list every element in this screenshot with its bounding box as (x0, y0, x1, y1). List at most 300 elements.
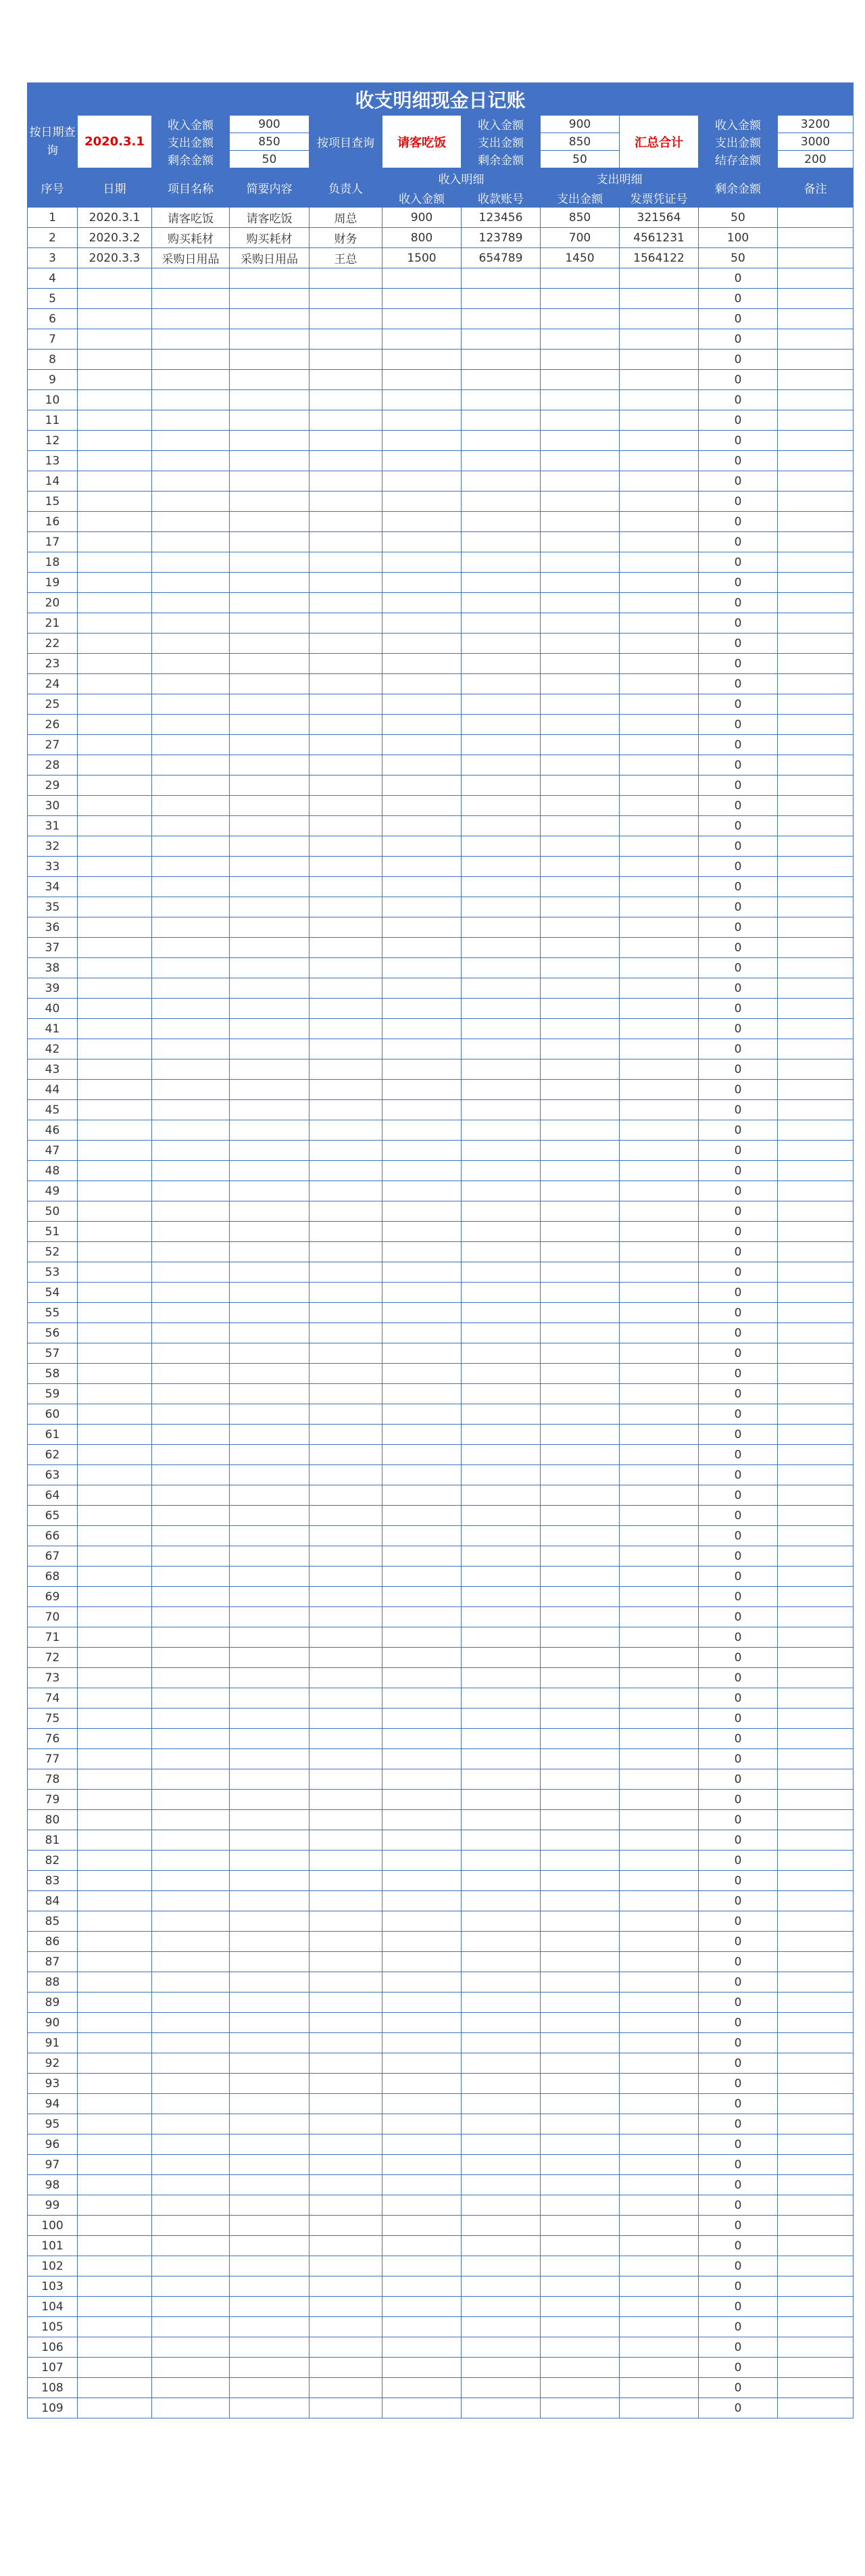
row-date[interactable] (78, 1425, 152, 1445)
row-date[interactable] (78, 836, 152, 857)
row-seq[interactable]: 24 (28, 674, 78, 694)
row-account[interactable] (462, 1384, 541, 1404)
row-account[interactable] (462, 1648, 541, 1668)
row-seq[interactable]: 25 (28, 694, 78, 715)
row-date[interactable] (78, 1384, 152, 1404)
row-item[interactable] (152, 857, 230, 877)
row-date[interactable] (78, 1485, 152, 1506)
row-invoice[interactable] (620, 1343, 699, 1364)
row-summary[interactable] (230, 1871, 310, 1891)
row-item[interactable] (152, 1019, 230, 1039)
row-account[interactable] (462, 1404, 541, 1425)
row-remaining[interactable]: 0 (699, 1709, 778, 1729)
row-remaining[interactable]: 0 (699, 1627, 778, 1648)
row-note[interactable] (778, 289, 854, 309)
row-note[interactable] (778, 776, 854, 796)
row-remaining[interactable]: 0 (699, 836, 778, 857)
row-person[interactable] (310, 796, 382, 816)
row-note[interactable] (778, 2033, 854, 2053)
row-note[interactable] (778, 1019, 854, 1039)
row-person[interactable] (310, 1201, 382, 1222)
row-account[interactable] (462, 654, 541, 674)
row-summary[interactable] (230, 2053, 310, 2074)
row-summary[interactable] (230, 1567, 310, 1587)
row-person[interactable] (310, 1059, 382, 1080)
row-item[interactable] (152, 735, 230, 755)
row-person[interactable] (310, 1688, 382, 1709)
row-expense[interactable] (541, 1465, 620, 1485)
row-invoice[interactable]: 4561231 (620, 228, 699, 248)
row-seq[interactable]: 56 (28, 1323, 78, 1343)
row-summary[interactable] (230, 2398, 310, 2418)
row-note[interactable] (778, 1688, 854, 1709)
row-date[interactable] (78, 1506, 152, 1526)
row-expense[interactable] (541, 836, 620, 857)
row-person[interactable] (310, 1445, 382, 1465)
row-invoice[interactable] (620, 613, 699, 634)
row-summary[interactable] (230, 1404, 310, 1425)
row-invoice[interactable] (620, 1404, 699, 1425)
row-note[interactable] (778, 1485, 854, 1506)
row-note[interactable] (778, 1506, 854, 1526)
row-invoice[interactable] (620, 451, 699, 471)
row-seq[interactable]: 84 (28, 1891, 78, 1911)
row-date[interactable]: 2020.3.2 (78, 228, 152, 248)
row-person[interactable] (310, 1343, 382, 1364)
row-remaining[interactable]: 0 (699, 471, 778, 492)
row-person[interactable] (310, 1364, 382, 1384)
row-note[interactable] (778, 1323, 854, 1343)
row-seq[interactable]: 103 (28, 2276, 78, 2297)
row-seq[interactable]: 17 (28, 532, 78, 552)
row-invoice[interactable] (620, 2134, 699, 2155)
row-summary[interactable]: 购买耗材 (230, 228, 310, 248)
row-item[interactable] (152, 1932, 230, 1952)
row-account[interactable] (462, 857, 541, 877)
row-item[interactable] (152, 694, 230, 715)
row-income[interactable] (382, 613, 462, 634)
row-summary[interactable] (230, 1039, 310, 1059)
row-date[interactable] (78, 329, 152, 350)
row-remaining[interactable]: 0 (699, 492, 778, 512)
row-income[interactable] (382, 1323, 462, 1343)
row-summary[interactable] (230, 410, 310, 431)
row-invoice[interactable] (620, 1871, 699, 1891)
row-date[interactable] (78, 1607, 152, 1627)
row-date[interactable] (78, 268, 152, 289)
row-date[interactable] (78, 2236, 152, 2256)
row-person[interactable] (310, 1749, 382, 1769)
row-income[interactable] (382, 1425, 462, 1445)
row-summary[interactable] (230, 2276, 310, 2297)
row-summary[interactable] (230, 2175, 310, 2195)
row-remaining[interactable]: 0 (699, 1100, 778, 1120)
row-invoice[interactable] (620, 1952, 699, 1972)
row-expense[interactable] (541, 1485, 620, 1506)
row-item[interactable] (152, 1790, 230, 1810)
row-invoice[interactable] (620, 978, 699, 999)
row-item[interactable] (152, 2134, 230, 2155)
row-remaining[interactable]: 0 (699, 978, 778, 999)
row-date[interactable] (78, 1303, 152, 1323)
row-remaining[interactable]: 0 (699, 1161, 778, 1181)
row-remaining[interactable]: 0 (699, 1120, 778, 1141)
row-seq[interactable]: 22 (28, 634, 78, 654)
row-person[interactable] (310, 755, 382, 776)
row-expense[interactable] (541, 350, 620, 370)
row-person[interactable] (310, 2216, 382, 2236)
row-summary[interactable] (230, 1668, 310, 1688)
row-income[interactable] (382, 1059, 462, 1080)
row-remaining[interactable]: 0 (699, 1465, 778, 1485)
row-summary[interactable] (230, 2297, 310, 2317)
row-expense[interactable] (541, 410, 620, 431)
row-date[interactable] (78, 2337, 152, 2358)
row-note[interactable] (778, 1993, 854, 2013)
row-note[interactable] (778, 796, 854, 816)
row-note[interactable] (778, 1668, 854, 1688)
row-seq[interactable]: 78 (28, 1769, 78, 1790)
row-invoice[interactable] (620, 1019, 699, 1039)
row-invoice[interactable] (620, 289, 699, 309)
row-seq[interactable]: 46 (28, 1120, 78, 1141)
row-expense[interactable] (541, 1790, 620, 1810)
row-expense[interactable] (541, 552, 620, 573)
row-summary[interactable] (230, 2337, 310, 2358)
row-seq[interactable]: 83 (28, 1871, 78, 1891)
row-account[interactable] (462, 938, 541, 958)
row-item[interactable] (152, 1384, 230, 1404)
row-item[interactable] (152, 776, 230, 796)
row-person[interactable] (310, 1526, 382, 1546)
row-remaining[interactable]: 0 (699, 1039, 778, 1059)
row-note[interactable] (778, 1161, 854, 1181)
row-item[interactable] (152, 471, 230, 492)
row-income[interactable] (382, 2276, 462, 2297)
row-invoice[interactable] (620, 1201, 699, 1222)
row-summary[interactable] (230, 1019, 310, 1039)
row-seq[interactable]: 30 (28, 796, 78, 816)
row-account[interactable] (462, 2155, 541, 2175)
row-remaining[interactable]: 0 (699, 1993, 778, 2013)
row-date[interactable] (78, 978, 152, 999)
row-note[interactable] (778, 2337, 854, 2358)
row-date[interactable] (78, 613, 152, 634)
row-summary[interactable] (230, 1222, 310, 1242)
row-item[interactable] (152, 978, 230, 999)
row-income[interactable] (382, 1810, 462, 1830)
row-note[interactable] (778, 1607, 854, 1627)
row-invoice[interactable] (620, 2216, 699, 2236)
row-remaining[interactable]: 0 (699, 2134, 778, 2155)
row-invoice[interactable] (620, 2033, 699, 2053)
row-date[interactable] (78, 593, 152, 613)
row-note[interactable] (778, 593, 854, 613)
row-invoice[interactable] (620, 1607, 699, 1627)
row-summary[interactable] (230, 1506, 310, 1526)
row-account[interactable] (462, 1546, 541, 1567)
row-person[interactable] (310, 390, 382, 410)
row-seq[interactable]: 54 (28, 1283, 78, 1303)
row-item[interactable] (152, 532, 230, 552)
row-income[interactable] (382, 289, 462, 309)
row-expense[interactable] (541, 1871, 620, 1891)
row-item[interactable] (152, 268, 230, 289)
row-remaining[interactable]: 0 (699, 897, 778, 917)
row-summary[interactable] (230, 1830, 310, 1851)
row-date[interactable] (78, 471, 152, 492)
row-invoice[interactable] (620, 1830, 699, 1851)
row-seq[interactable]: 12 (28, 431, 78, 451)
row-date[interactable] (78, 2378, 152, 2398)
row-income[interactable] (382, 2094, 462, 2114)
row-expense[interactable] (541, 1932, 620, 1952)
row-seq[interactable]: 3 (28, 248, 78, 268)
row-seq[interactable]: 35 (28, 897, 78, 917)
row-income[interactable] (382, 715, 462, 735)
row-income[interactable] (382, 1709, 462, 1729)
row-remaining[interactable]: 0 (699, 289, 778, 309)
row-income[interactable] (382, 1465, 462, 1485)
row-account[interactable] (462, 1120, 541, 1141)
row-account[interactable] (462, 2378, 541, 2398)
row-income[interactable] (382, 1790, 462, 1810)
row-expense[interactable] (541, 1100, 620, 1120)
row-note[interactable] (778, 1709, 854, 1729)
row-remaining[interactable]: 0 (699, 1851, 778, 1871)
row-seq[interactable]: 27 (28, 735, 78, 755)
row-note[interactable] (778, 309, 854, 329)
row-invoice[interactable] (620, 1445, 699, 1465)
row-summary[interactable] (230, 1911, 310, 1932)
row-income[interactable] (382, 1019, 462, 1039)
row-account[interactable] (462, 1506, 541, 1526)
row-note[interactable] (778, 1465, 854, 1485)
row-date[interactable] (78, 897, 152, 917)
row-date[interactable] (78, 816, 152, 836)
row-income[interactable] (382, 2195, 462, 2216)
row-seq[interactable]: 85 (28, 1911, 78, 1932)
row-item[interactable] (152, 492, 230, 512)
row-item[interactable] (152, 836, 230, 857)
row-remaining[interactable]: 50 (699, 248, 778, 268)
row-income[interactable] (382, 1952, 462, 1972)
row-seq[interactable]: 33 (28, 857, 78, 877)
row-person[interactable] (310, 1911, 382, 1932)
row-account[interactable] (462, 350, 541, 370)
row-summary[interactable] (230, 1120, 310, 1141)
row-income[interactable] (382, 1607, 462, 1627)
row-expense[interactable] (541, 573, 620, 593)
row-note[interactable] (778, 2134, 854, 2155)
row-date[interactable] (78, 552, 152, 573)
row-account[interactable] (462, 1851, 541, 1871)
row-summary[interactable] (230, 573, 310, 593)
row-invoice[interactable] (620, 1567, 699, 1587)
row-seq[interactable]: 88 (28, 1972, 78, 1993)
row-date[interactable] (78, 431, 152, 451)
row-date[interactable] (78, 390, 152, 410)
row-expense[interactable] (541, 289, 620, 309)
row-remaining[interactable]: 0 (699, 1201, 778, 1222)
row-date[interactable] (78, 1972, 152, 1993)
row-account[interactable] (462, 1911, 541, 1932)
row-summary[interactable] (230, 674, 310, 694)
row-income[interactable] (382, 2074, 462, 2094)
row-income[interactable] (382, 1688, 462, 1709)
row-expense[interactable] (541, 1019, 620, 1039)
row-item[interactable] (152, 350, 230, 370)
row-remaining[interactable]: 0 (699, 755, 778, 776)
row-remaining[interactable]: 0 (699, 2175, 778, 2195)
row-item[interactable] (152, 897, 230, 917)
row-remaining[interactable]: 0 (699, 1404, 778, 1425)
row-summary[interactable] (230, 1343, 310, 1364)
row-invoice[interactable] (620, 1668, 699, 1688)
row-account[interactable]: 123789 (462, 228, 541, 248)
row-person[interactable] (310, 2053, 382, 2074)
row-item[interactable] (152, 1546, 230, 1567)
row-summary[interactable] (230, 1262, 310, 1283)
row-remaining[interactable]: 0 (699, 2114, 778, 2134)
row-date[interactable] (78, 532, 152, 552)
row-income[interactable] (382, 1567, 462, 1587)
row-income[interactable] (382, 1201, 462, 1222)
row-note[interactable] (778, 917, 854, 938)
row-seq[interactable]: 39 (28, 978, 78, 999)
row-item[interactable] (152, 2358, 230, 2378)
row-invoice[interactable] (620, 2175, 699, 2195)
row-seq[interactable]: 61 (28, 1425, 78, 1445)
row-item[interactable] (152, 1343, 230, 1364)
row-person[interactable] (310, 694, 382, 715)
row-account[interactable] (462, 370, 541, 390)
row-date[interactable] (78, 1465, 152, 1485)
row-remaining[interactable]: 0 (699, 1911, 778, 1932)
row-date[interactable] (78, 2074, 152, 2094)
row-expense[interactable] (541, 268, 620, 289)
row-person[interactable] (310, 1932, 382, 1952)
row-remaining[interactable]: 0 (699, 1972, 778, 1993)
row-person[interactable] (310, 816, 382, 836)
row-expense[interactable] (541, 1911, 620, 1932)
row-date[interactable] (78, 2033, 152, 2053)
row-seq[interactable]: 102 (28, 2256, 78, 2276)
row-seq[interactable]: 38 (28, 958, 78, 978)
row-remaining[interactable]: 0 (699, 1283, 778, 1303)
row-account[interactable] (462, 2134, 541, 2155)
row-income[interactable] (382, 1587, 462, 1607)
row-expense[interactable] (541, 2317, 620, 2337)
row-invoice[interactable] (620, 654, 699, 674)
row-invoice[interactable] (620, 1465, 699, 1485)
row-remaining[interactable]: 0 (699, 532, 778, 552)
row-income[interactable] (382, 1080, 462, 1100)
row-date[interactable] (78, 309, 152, 329)
row-item[interactable] (152, 1465, 230, 1485)
row-person[interactable] (310, 289, 382, 309)
row-person[interactable] (310, 634, 382, 654)
row-expense[interactable] (541, 857, 620, 877)
row-note[interactable] (778, 836, 854, 857)
row-summary[interactable] (230, 958, 310, 978)
row-person[interactable] (310, 2013, 382, 2033)
row-item[interactable]: 购买耗材 (152, 228, 230, 248)
row-summary[interactable] (230, 390, 310, 410)
row-person[interactable] (310, 552, 382, 573)
row-summary[interactable] (230, 329, 310, 350)
row-person[interactable] (310, 1648, 382, 1668)
row-summary[interactable] (230, 593, 310, 613)
row-expense[interactable] (541, 593, 620, 613)
row-summary[interactable] (230, 1627, 310, 1648)
row-income[interactable] (382, 1262, 462, 1283)
row-remaining[interactable]: 0 (699, 390, 778, 410)
row-summary[interactable] (230, 552, 310, 573)
row-item[interactable] (152, 370, 230, 390)
row-seq[interactable]: 67 (28, 1546, 78, 1567)
row-account[interactable] (462, 573, 541, 593)
row-note[interactable] (778, 674, 854, 694)
row-person[interactable] (310, 1790, 382, 1810)
row-income[interactable] (382, 755, 462, 776)
row-expense[interactable] (541, 1567, 620, 1587)
row-note[interactable] (778, 1932, 854, 1952)
row-account[interactable] (462, 1364, 541, 1384)
row-seq[interactable]: 16 (28, 512, 78, 532)
row-note[interactable] (778, 2398, 854, 2418)
row-invoice[interactable] (620, 1485, 699, 1506)
row-account[interactable] (462, 999, 541, 1019)
row-income[interactable] (382, 1303, 462, 1323)
row-invoice[interactable] (620, 1100, 699, 1120)
row-note[interactable] (778, 999, 854, 1019)
row-note[interactable] (778, 431, 854, 451)
row-summary[interactable] (230, 816, 310, 836)
row-item[interactable] (152, 674, 230, 694)
row-seq[interactable]: 104 (28, 2297, 78, 2317)
row-remaining[interactable]: 0 (699, 1445, 778, 1465)
row-income[interactable] (382, 1222, 462, 1242)
row-date[interactable] (78, 1100, 152, 1120)
row-expense[interactable] (541, 1222, 620, 1242)
row-invoice[interactable] (620, 755, 699, 776)
row-person[interactable] (310, 1262, 382, 1283)
row-date[interactable] (78, 1161, 152, 1181)
row-summary[interactable] (230, 1932, 310, 1952)
row-note[interactable] (778, 958, 854, 978)
row-item[interactable] (152, 1262, 230, 1283)
row-income[interactable] (382, 1181, 462, 1201)
row-expense[interactable] (541, 1384, 620, 1404)
row-remaining[interactable]: 0 (699, 938, 778, 958)
row-invoice[interactable] (620, 1059, 699, 1080)
row-summary[interactable] (230, 471, 310, 492)
row-person[interactable] (310, 593, 382, 613)
row-expense[interactable] (541, 1607, 620, 1627)
row-date[interactable] (78, 938, 152, 958)
row-expense[interactable] (541, 2134, 620, 2155)
row-remaining[interactable]: 0 (699, 1891, 778, 1911)
row-person[interactable] (310, 309, 382, 329)
row-remaining[interactable]: 0 (699, 1506, 778, 1526)
row-note[interactable] (778, 492, 854, 512)
row-seq[interactable]: 4 (28, 268, 78, 289)
row-note[interactable] (778, 897, 854, 917)
row-date[interactable] (78, 715, 152, 735)
row-note[interactable] (778, 694, 854, 715)
row-account[interactable] (462, 1283, 541, 1303)
